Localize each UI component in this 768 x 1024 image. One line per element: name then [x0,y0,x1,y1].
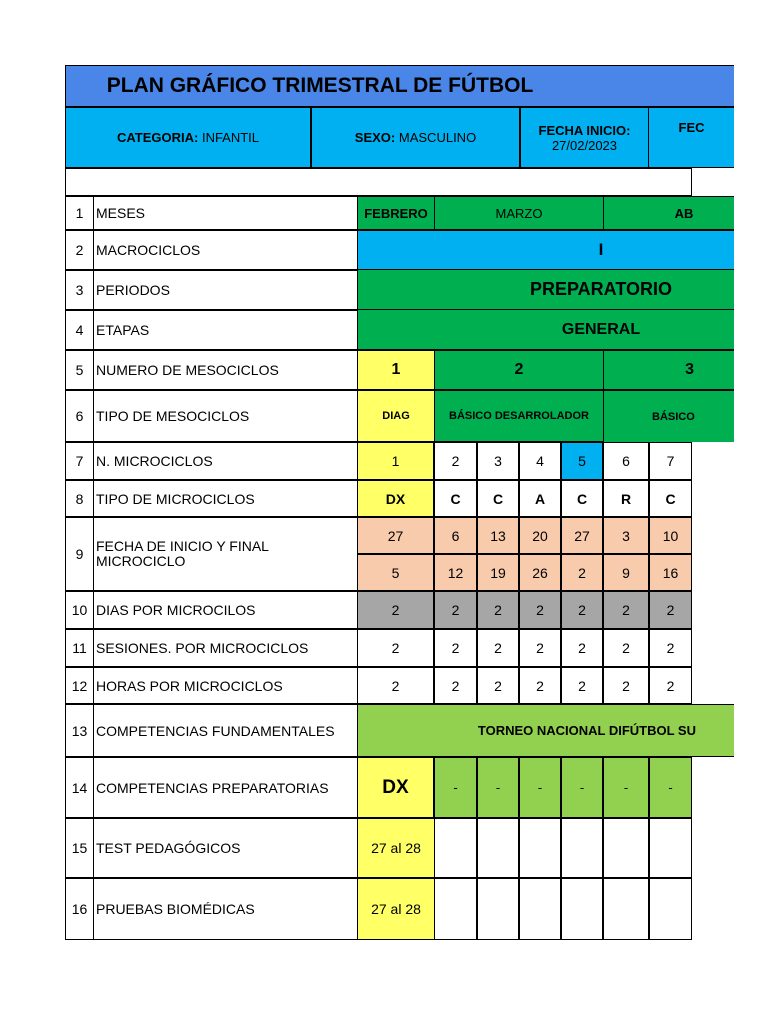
competencia-preparatoria-cell [357,757,434,818]
mesociclo-3-text: 3 [685,361,694,378]
row-number [65,704,94,757]
empty-cell [603,878,649,940]
fecha-final-cell [561,554,603,591]
tipo-microciclos-cell [649,480,692,517]
mesociclo-2 [434,350,604,390]
fecha-final-cell-text: 5 [391,564,400,581]
empty-cell [477,878,519,940]
fecha-final-cell-text: 26 [532,564,548,581]
etapa-cell-text: GENERAL [561,320,641,338]
pruebas-biomedicas-cell-text: 27 al 28 [371,901,421,917]
sesiones-cell [649,629,692,667]
row-number [65,517,94,591]
row-label-text: DIAS POR MICROCILOS [96,602,256,618]
fecha-inicio-cell-text: 20 [532,527,548,544]
sesiones-cell-text: 2 [622,640,630,656]
n-microciclos-cell [357,442,434,480]
row-number [65,390,94,442]
tipo-microciclos-cell-text: DX [385,490,406,507]
mesociclo-3 [603,350,734,390]
tipo-microciclos-cell-text: C [665,490,676,507]
pruebas-biomedicas-cell [357,878,435,940]
tipo-microciclos-cell [519,480,561,517]
fecha-inicio-cell-text: 10 [662,527,679,544]
row-label [93,310,358,350]
competencia-fundamental-text: TORNEO NACIONAL DIFÚTBOL SU [477,723,696,738]
competencia-preparatoria-cell-text: DX [382,776,409,798]
row-label [93,629,358,667]
row-label [93,818,358,878]
fecha-final-cell [477,554,519,591]
periodo-cell-text: PREPARATORIO [529,279,672,299]
month-febrero-text: FEBRERO [364,205,428,221]
competencia-preparatoria-cell [477,757,519,818]
row-number [65,629,94,667]
row-label-text: ETAPAS [96,322,150,338]
fecha-final-cell-text: 2 [578,564,586,581]
horas-cell [477,667,519,704]
row-label [93,704,358,757]
row-label [93,878,358,940]
sesiones-cell [434,629,477,667]
row-number [65,591,94,629]
row-number-text: 12 [71,677,88,694]
sexo-value: MASCULINO [398,130,477,145]
fecha-final-cell-text: 19 [490,564,506,581]
categoria-value: INFANTIL [201,130,260,145]
row-number-text: 8 [75,490,84,507]
sesiones-cell [603,629,649,667]
empty-cell [477,818,519,878]
competencia-preparatoria-cell-text: - [453,780,458,795]
row-number-text: 6 [75,408,84,424]
macrociclo-cell-text: I [598,240,604,259]
row-number-text: 2 [75,242,84,258]
horas-cell-text: 2 [536,677,544,694]
row-label [93,517,358,591]
competencia-fundamental [357,704,734,757]
horas-cell-text: 2 [451,677,460,694]
dias-cell-text: 2 [578,602,586,618]
dias-cell [477,591,519,629]
tipo-mesociclo-2-text: BÁSICO DESARROLADOR [449,410,589,422]
fecha-fin-label: FEC [678,120,705,135]
row-number-text: 15 [71,840,88,856]
fecha-inicio-cell [561,517,603,554]
fecha-final-cell [434,554,477,591]
sesiones-cell [561,629,603,667]
page-title [65,65,734,107]
row-number [65,270,94,310]
sexo-cell [311,107,520,168]
fecha-inicio-cell-text: 27 [574,527,590,544]
row-number [65,757,94,818]
competencia-preparatoria-cell [519,757,561,818]
n-microciclos-cell-text: 5 [578,453,586,469]
fecha-final-cell-text: 16 [662,564,679,581]
tipo-mesociclo-1-text: DIAG [382,410,410,422]
month-marzo [434,196,604,230]
empty-cell [561,878,603,940]
categoria-cell [65,107,311,168]
competencia-preparatoria-cell [603,757,649,818]
row-label-text: TIPO DE MESOCICLOS [96,408,250,424]
row-label-text: MACROCICLOS [96,242,201,258]
fecha-inicio-cell [520,107,649,168]
row-number-text: 13 [71,722,88,739]
sesiones-cell [477,629,519,667]
fecha-inicio-value: 27/02/2023 [551,137,618,153]
row-label [93,480,358,517]
competencia-preparatoria-cell-text: - [495,780,501,795]
n-microciclos-cell [434,442,477,480]
horas-cell-text: 2 [391,677,400,694]
dias-cell-text: 2 [536,602,544,618]
row-label-text: FECHA DE INICIO Y FINAL MICROCICLO [96,538,269,569]
competencia-preparatoria-cell-text: - [579,780,585,795]
row-number [65,442,94,480]
empty-cell [519,878,561,940]
row-label-text: HORAS POR MICROCICLOS [96,677,283,694]
fecha-final-cell [357,554,434,591]
n-microciclos-cell-text: 6 [622,453,630,469]
row-number [65,878,94,940]
dias-cell-text: 2 [666,602,675,618]
horas-cell-text: 2 [494,677,502,694]
row-label-text: TEST PEDAGÓGICOS [96,840,241,856]
row-label-text: N. MICROCICLOS [96,453,213,469]
row-label [93,196,358,230]
tipo-microciclos-cell-text: R [620,490,632,507]
competencia-preparatoria-cell-text: - [668,780,673,795]
dias-cell [357,591,434,629]
dias-cell-text: 2 [451,602,460,618]
row-number-text: 10 [71,602,88,618]
row-label-text: NUMERO DE MESOCICLOS [96,362,279,378]
test-pedagogicos-cell [357,818,435,878]
n-microciclos-cell [477,442,519,480]
row-number-text: 9 [75,546,84,562]
row-number [65,350,94,390]
row-label-text: MESES [96,205,146,221]
horas-cell-text: 2 [622,677,630,694]
row-number-text: 14 [71,779,88,796]
sexo-label: SEXO: [354,130,396,145]
fecha-final-cell [649,554,692,591]
tipo-mesociclo-1 [357,390,435,442]
row-label [93,757,358,818]
dias-cell-text: 2 [494,602,502,618]
row-number [65,667,94,704]
n-microciclos-cell [649,442,692,480]
horas-cell-text: 2 [666,677,675,694]
mesociclo-1-text: 1 [391,361,401,378]
n-microciclos-cell [603,442,649,480]
dias-cell-text: 2 [391,602,400,618]
fecha-inicio-cell [649,517,692,554]
fecha-final-cell-text: 9 [622,564,630,581]
dias-cell-text: 2 [622,602,630,618]
n-microciclos-cell-text: 4 [536,453,544,469]
sesiones-cell-text: 2 [666,640,675,656]
fecha-final-cell-text: 12 [447,564,464,581]
row-number-text: 5 [75,362,84,378]
row-label [93,350,358,390]
n-microciclos-cell-text: 7 [666,453,675,469]
tipo-microciclos-cell-text: A [534,490,546,507]
n-microciclos-cell [561,442,603,480]
month-marzo-text: MARZO [495,205,543,221]
sesiones-cell-text: 2 [536,640,544,656]
row-label-text: PRUEBAS BIOMÉDICAS [96,901,255,917]
dias-cell [561,591,603,629]
sesiones-cell-text: 2 [578,640,586,656]
competencia-preparatoria-cell-text: - [623,780,629,795]
periodo-cell [357,270,734,310]
n-microciclos-cell [519,442,561,480]
sesiones-cell-text: 2 [494,640,502,656]
horas-cell [603,667,649,704]
horas-cell [434,667,477,704]
horas-cell [357,667,434,704]
fecha-inicio-label: FECHA INICIO: [538,122,631,138]
tipo-microciclos-cell-text: C [492,490,504,507]
fecha-fin-cell [649,107,734,168]
fecha-inicio-cell-text: 13 [490,527,506,544]
horas-cell [519,667,561,704]
row-number-text: 16 [71,901,88,917]
fecha-final-cell [603,554,649,591]
horas-cell [561,667,603,704]
fecha-inicio-cell [477,517,519,554]
tipo-microciclos-cell-text: C [450,490,461,507]
row-number-text: 4 [75,322,84,338]
horas-cell-text: 2 [578,677,586,694]
n-microciclos-cell-text: 2 [451,453,460,469]
dias-cell [519,591,561,629]
dias-cell [603,591,649,629]
row-label-text: TIPO DE MICROCICLOS [96,490,255,507]
month-abril [603,196,734,230]
tipo-microciclos-cell [434,480,477,517]
fecha-inicio-cell-text: 6 [451,527,460,544]
mesociclo-1 [357,350,435,390]
fecha-inicio-cell [519,517,561,554]
tipo-microciclos-cell [603,480,649,517]
sesiones-cell [357,629,434,667]
dias-cell [434,591,477,629]
row-label [93,667,358,704]
empty-cell [603,818,649,878]
competencia-preparatoria-cell-text: - [537,780,543,795]
empty-cell [434,818,477,878]
row-label-text: SESIONES. POR MICROCICLOS [96,640,309,656]
row-number [65,818,94,878]
test-pedagogicos-cell-text: 27 al 28 [371,840,421,856]
tipo-mesociclo-3 [603,390,734,442]
fecha-inicio-cell [434,517,477,554]
fecha-inicio-cell-text: 3 [622,527,630,544]
fecha-inicio-cell [603,517,649,554]
competencia-preparatoria-cell [561,757,603,818]
title-text: PLAN GRÁFICO TRIMESTRAL DE FÚTBOL [106,74,534,97]
row-number [65,196,94,230]
row-label-text: COMPETENCIAS FUNDAMENTALES [96,722,335,739]
etapa-cell [357,310,734,350]
sesiones-cell [519,629,561,667]
fecha-final-cell [519,554,561,591]
categoria-label: CATEGORIA: [116,130,199,145]
empty-cell [649,878,692,940]
tipo-mesociclo-2 [434,390,604,442]
tipo-microciclos-cell [561,480,603,517]
row-number-text: 3 [75,282,84,298]
empty-cell [649,818,692,878]
row-label-text: COMPETENCIAS PREPARATORIAS [96,779,329,796]
n-microciclos-cell-text: 1 [391,453,400,469]
spacer-row [65,168,692,196]
row-label [93,390,358,442]
row-number [65,310,94,350]
tipo-mesociclo-3-text: BÁSICO [652,410,695,423]
competencia-preparatoria-cell [649,757,692,818]
row-label [93,442,358,480]
fecha-inicio-cell-text: 27 [387,527,404,544]
row-number [65,480,94,517]
sesiones-cell-text: 2 [391,640,400,656]
empty-cell [561,818,603,878]
row-label [93,230,358,270]
row-number-text: 11 [72,640,87,656]
row-label-text: PERIODOS [96,282,170,298]
fecha-inicio-cell [357,517,434,554]
sesiones-cell-text: 2 [451,640,460,656]
row-label [93,270,358,310]
empty-cell [434,878,477,940]
month-febrero [357,196,435,230]
competencia-preparatoria-cell [434,757,477,818]
row-number-text: 7 [75,453,84,469]
macrociclo-cell [357,230,734,270]
month-abril-text: AB [674,205,694,221]
row-label [93,591,358,629]
tipo-microciclos-cell [477,480,519,517]
mesociclo-2-text: 2 [514,361,524,378]
row-number-text: 1 [75,205,84,221]
tipo-microciclos-cell [357,480,434,517]
dias-cell [649,591,692,629]
horas-cell [649,667,692,704]
row-number [65,230,94,270]
n-microciclos-cell-text: 3 [494,453,502,469]
tipo-microciclos-cell-text: C [576,490,588,507]
empty-cell [519,818,561,878]
